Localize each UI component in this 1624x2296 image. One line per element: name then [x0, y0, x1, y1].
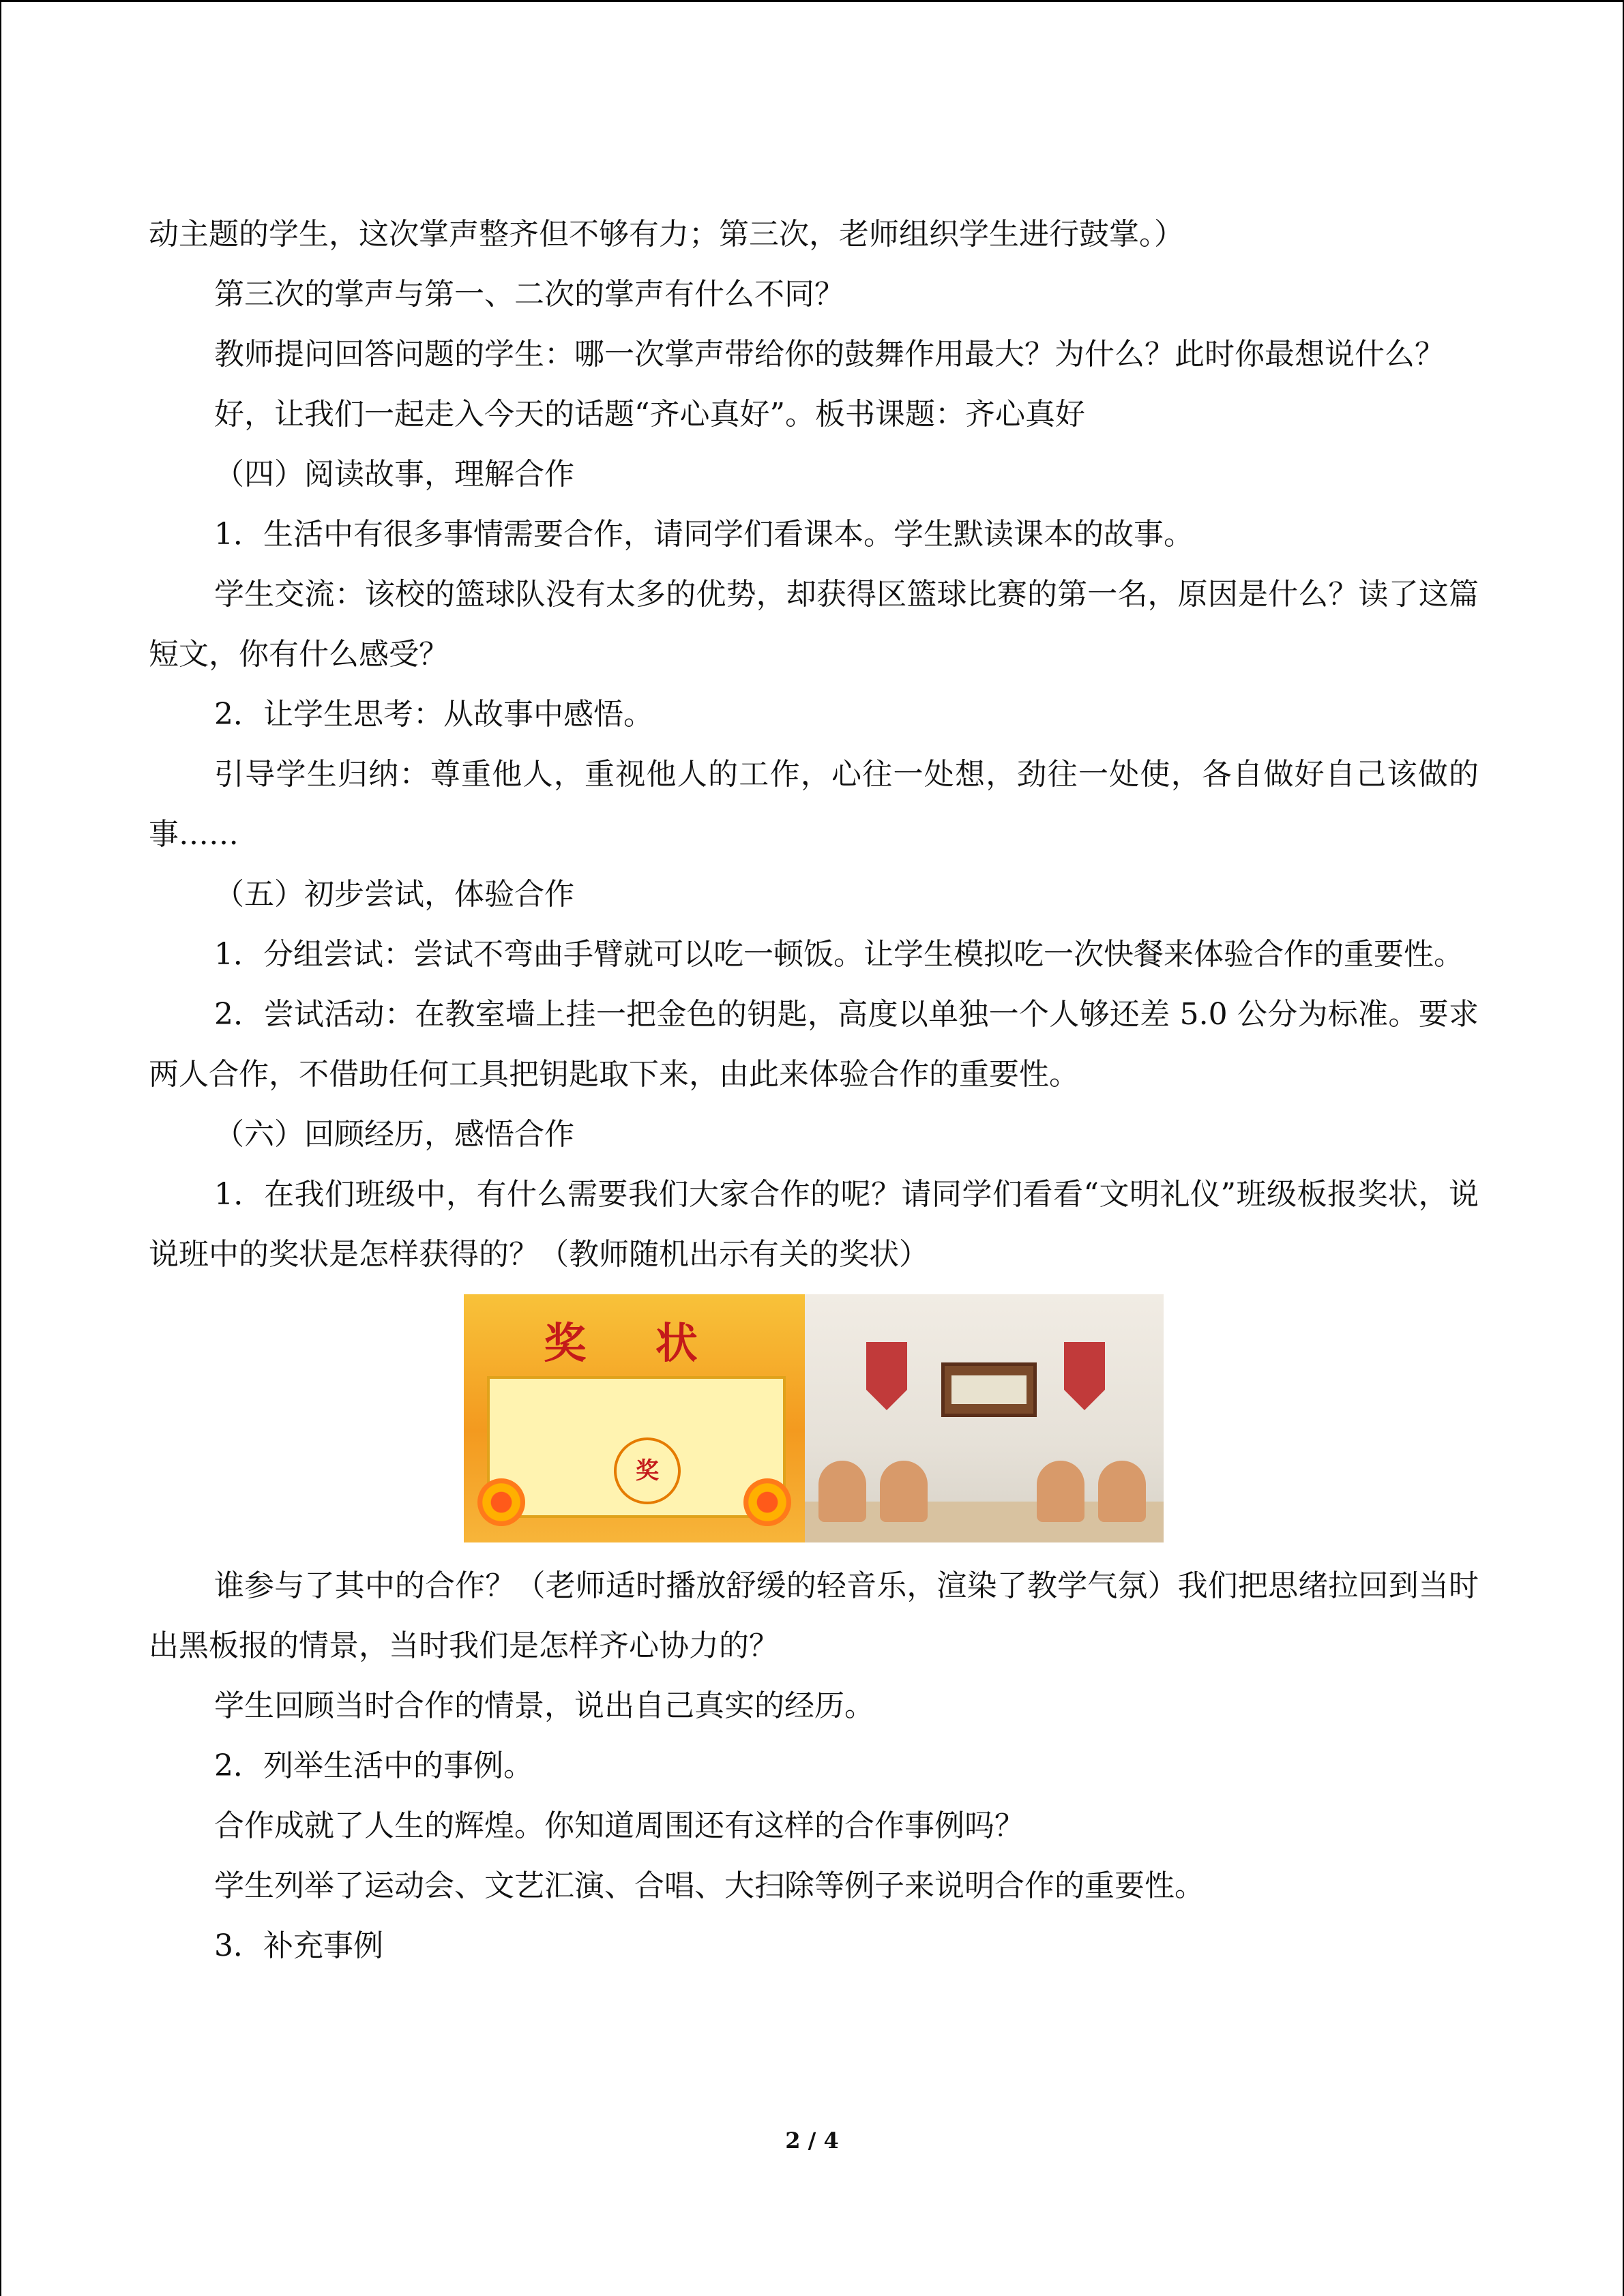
- section-heading: （六）回顾经历，感悟合作: [214, 1117, 574, 1152]
- certificate-title: 奖 状: [544, 1318, 725, 1368]
- student-figure: [880, 1461, 928, 1522]
- classroom-image: [805, 1294, 1164, 1542]
- section-heading: （五）初步尝试，体验合作: [214, 877, 574, 912]
- paragraph: 教师提问回答问题的学生：哪一次掌声带给你的鼓舞作用最大？为什么？此时你最想说什么？: [214, 337, 1445, 372]
- student-figure: [1098, 1461, 1146, 1522]
- paragraph: 1．生活中有很多事情需要合作，请同学们看课本。学生默读课本的故事。: [214, 517, 1194, 552]
- paragraph: 2．尝试活动：在教室墙上挂一把金色的钥匙，高度以单独一个人够还差 5.0 公分为标准。要求两人合作，不借助任何工具把钥匙取下来，由此来体验合作的重要性。: [149, 997, 1479, 1092]
- student-figure: [1037, 1461, 1084, 1522]
- document-body: [149, 205, 1479, 1976]
- section-heading: （四）阅读故事，理解合作: [214, 457, 574, 492]
- paragraph: 1．分组尝试：尝试不弯曲手臂就可以吃一顿饭。让学生模拟吃一次快餐来体验合作的重要性。: [214, 937, 1464, 972]
- paragraph: 引导学生归纳：尊重他人，重视他人的工作，心往一处想，劲往一处使，各自做好自己该做的事……: [149, 757, 1479, 852]
- flower-ornament: [477, 1478, 525, 1526]
- paragraph: 合作成就了人生的辉煌。你知道周围还有这样的合作事例吗？: [214, 1808, 1024, 1843]
- certificate-image: [464, 1294, 805, 1542]
- paragraph: 学生交流：该校的篮球队没有太多的优势，却获得区篮球比赛的第一名，原因是什么？读了这篇短文，你有什么感受？: [149, 577, 1479, 672]
- flower-ornament: [743, 1478, 791, 1526]
- paragraph: 1．在我们班级中，有什么需要我们大家合作的呢？请同学们看看“文明礼仪”班级板报奖状，说说班中的奖状是怎样获得的？（教师随机出示有关的奖状）: [149, 1177, 1479, 1272]
- certificate-seal: 奖: [614, 1437, 681, 1504]
- illustration-figure: [149, 1294, 1479, 1542]
- award-board: [941, 1362, 1037, 1417]
- paragraph: 2．列举生活中的事例。: [214, 1748, 533, 1783]
- paragraph: 2．让学生思考：从故事中感悟。: [214, 697, 653, 732]
- paragraph: 动主题的学生，这次掌声整齐但不够有力；第三次，老师组织学生进行鼓掌。）: [149, 217, 1184, 252]
- page-number: 2 / 4: [785, 2128, 839, 2153]
- paragraph: 学生回顾当时合作的情景，说出自己真实的经历。: [214, 1688, 874, 1723]
- paragraph: 好，让我们一起走入今天的话题“齐心真好”。板书课题：齐心真好: [214, 397, 1085, 432]
- pennant: [1064, 1342, 1105, 1410]
- paragraph: 第三次的掌声与第一、二次的掌声有什么不同？: [214, 277, 844, 312]
- paragraph: 谁参与了其中的合作？（老师适时播放舒缓的轻音乐，渲染了教学气氛）我们把思绪拉回到当时出黑板报的情景，当时我们是怎样齐心协力的？: [149, 1568, 1479, 1663]
- paragraph: 3．补充事例: [214, 1928, 383, 1963]
- pennant: [866, 1342, 907, 1410]
- paragraph: 学生列举了运动会、文艺汇演、合唱、大扫除等例子来说明合作的重要性。: [214, 1868, 1205, 1903]
- student-figure: [818, 1461, 866, 1522]
